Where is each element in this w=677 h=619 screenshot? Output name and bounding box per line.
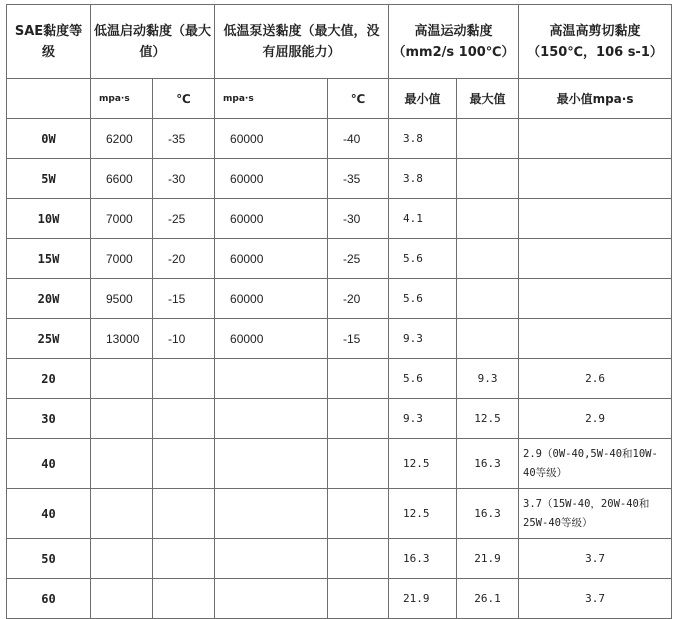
cell-kin-min: 5.6 — [389, 359, 457, 399]
cell-kin-max: 21.9 — [457, 539, 519, 579]
units-empty-cell — [7, 79, 91, 119]
cell-hths — [519, 199, 672, 239]
cell-kin-min: 12.5 — [389, 439, 457, 489]
cell-crank-visc: 6600 — [91, 159, 153, 199]
cell-crank-visc — [91, 359, 153, 399]
cell-pump-temp: -25 — [328, 239, 389, 279]
cell-crank-visc — [91, 539, 153, 579]
table-row — [7, 119, 672, 159]
table-row — [7, 399, 672, 439]
cell-pump-temp — [328, 439, 389, 489]
cell-crank-temp — [153, 539, 215, 579]
cell-grade: 30 — [7, 399, 91, 439]
table-row — [7, 439, 672, 489]
table-row — [7, 199, 672, 239]
cell-grade: 60 — [7, 579, 91, 619]
unit-pumping-visc: mpa·s — [215, 79, 328, 119]
cell-pump-visc — [215, 439, 328, 489]
cell-hths — [519, 279, 672, 319]
cell-grade: 5W — [7, 159, 91, 199]
cell-pump-visc: 60000 — [215, 159, 328, 199]
cell-pump-visc: 60000 — [215, 319, 328, 359]
cell-kin-max — [457, 319, 519, 359]
unit-kin-min: 最小值 — [389, 79, 457, 119]
table-row — [7, 279, 672, 319]
cell-grade: 20 — [7, 359, 91, 399]
cell-pump-visc: 60000 — [215, 199, 328, 239]
cell-grade: 50 — [7, 539, 91, 579]
cell-crank-visc: 13000 — [91, 319, 153, 359]
cell-hths: 3.7 — [519, 579, 672, 619]
cell-hths: 2.9 — [519, 399, 672, 439]
cell-grade: 20W — [7, 279, 91, 319]
units-row — [7, 79, 672, 119]
cell-kin-min: 5.6 — [389, 239, 457, 279]
cell-pump-visc: 60000 — [215, 279, 328, 319]
cell-crank-visc: 9500 — [91, 279, 153, 319]
cell-crank-visc: 7000 — [91, 199, 153, 239]
header-low-temp-cranking: 低温启动黏度（最大值） — [91, 5, 215, 79]
cell-grade: 40 — [7, 489, 91, 539]
cell-kin-min: 9.3 — [389, 319, 457, 359]
cell-grade: 10W — [7, 199, 91, 239]
cell-crank-temp: -15 — [153, 279, 215, 319]
cell-kin-max: 26.1 — [457, 579, 519, 619]
cell-crank-temp: -25 — [153, 199, 215, 239]
cell-crank-temp: -30 — [153, 159, 215, 199]
cell-pump-temp — [328, 489, 389, 539]
cell-pump-temp — [328, 399, 389, 439]
cell-crank-visc — [91, 399, 153, 439]
table-row — [7, 359, 672, 399]
cell-pump-temp — [328, 359, 389, 399]
sae-viscosity-table — [6, 4, 672, 619]
cell-crank-visc: 7000 — [91, 239, 153, 279]
table-row — [7, 539, 672, 579]
cell-kin-min: 4.1 — [389, 199, 457, 239]
unit-cranking-visc: mpa·s — [91, 79, 153, 119]
cell-pump-temp: -20 — [328, 279, 389, 319]
cell-crank-temp — [153, 399, 215, 439]
cell-hths: 2.6 — [519, 359, 672, 399]
unit-cranking-temp: ℃ — [153, 79, 215, 119]
cell-kin-max — [457, 119, 519, 159]
cell-kin-max: 9.3 — [457, 359, 519, 399]
cell-crank-visc — [91, 489, 153, 539]
unit-kin-max: 最大值 — [457, 79, 519, 119]
cell-pump-temp: -35 — [328, 159, 389, 199]
cell-pump-visc — [215, 579, 328, 619]
cell-pump-visc: 60000 — [215, 119, 328, 159]
cell-kin-max — [457, 199, 519, 239]
cell-kin-max: 16.3 — [457, 489, 519, 539]
cell-grade: 40 — [7, 439, 91, 489]
cell-crank-temp: -35 — [153, 119, 215, 159]
cell-pump-temp — [328, 579, 389, 619]
cell-kin-min: 9.3 — [389, 399, 457, 439]
cell-kin-min: 3.8 — [389, 159, 457, 199]
unit-hths-min: 最小值mpa·s — [519, 79, 672, 119]
cell-kin-min: 5.6 — [389, 279, 457, 319]
cell-crank-temp — [153, 579, 215, 619]
table-row — [7, 239, 672, 279]
cell-crank-temp — [153, 489, 215, 539]
cell-pump-visc: 60000 — [215, 239, 328, 279]
cell-kin-min: 21.9 — [389, 579, 457, 619]
cell-pump-visc — [215, 399, 328, 439]
cell-crank-visc — [91, 439, 153, 489]
cell-kin-max: 12.5 — [457, 399, 519, 439]
cell-hths — [519, 159, 672, 199]
cell-grade: 25W — [7, 319, 91, 359]
cell-crank-temp — [153, 359, 215, 399]
cell-kin-max — [457, 239, 519, 279]
cell-crank-visc: 6200 — [91, 119, 153, 159]
cell-kin-min: 3.8 — [389, 119, 457, 159]
cell-pump-visc — [215, 359, 328, 399]
cell-pump-temp — [328, 539, 389, 579]
cell-hths — [519, 239, 672, 279]
cell-pump-visc — [215, 539, 328, 579]
table-row — [7, 319, 672, 359]
header-hths: 高温高剪切黏度（150℃，106 s-1） — [519, 5, 672, 79]
cell-hths — [519, 119, 672, 159]
table-row — [7, 159, 672, 199]
cell-crank-visc — [91, 579, 153, 619]
cell-pump-temp: -30 — [328, 199, 389, 239]
cell-hths: 3.7 — [519, 539, 672, 579]
cell-kin-min: 12.5 — [389, 489, 457, 539]
cell-pump-temp: -40 — [328, 119, 389, 159]
cell-crank-temp — [153, 439, 215, 489]
cell-hths: 2.9（0W-40,5W-40和10W-40等级） — [519, 439, 672, 489]
cell-pump-visc — [215, 489, 328, 539]
cell-kin-max — [457, 159, 519, 199]
header-row — [7, 5, 672, 79]
cell-pump-temp: -15 — [328, 319, 389, 359]
table-body — [7, 119, 672, 619]
cell-crank-temp: -20 — [153, 239, 215, 279]
cell-kin-min: 16.3 — [389, 539, 457, 579]
cell-kin-max: 16.3 — [457, 439, 519, 489]
cell-hths — [519, 319, 672, 359]
header-sae-grade: SAE黏度等级 — [7, 5, 91, 79]
cell-grade: 15W — [7, 239, 91, 279]
cell-grade: 0W — [7, 119, 91, 159]
cell-kin-max — [457, 279, 519, 319]
cell-crank-temp: -10 — [153, 319, 215, 359]
header-low-temp-pumping: 低温泵送黏度（最大值，没有屈服能力） — [215, 5, 389, 79]
table-row — [7, 579, 672, 619]
cell-hths: 3.7（15W-40，20W-40和25W-40等级） — [519, 489, 672, 539]
header-high-temp-kinematic: 高温运动黏度（mm2/s 100℃） — [389, 5, 519, 79]
table-row — [7, 489, 672, 539]
unit-pumping-temp: ℃ — [328, 79, 389, 119]
